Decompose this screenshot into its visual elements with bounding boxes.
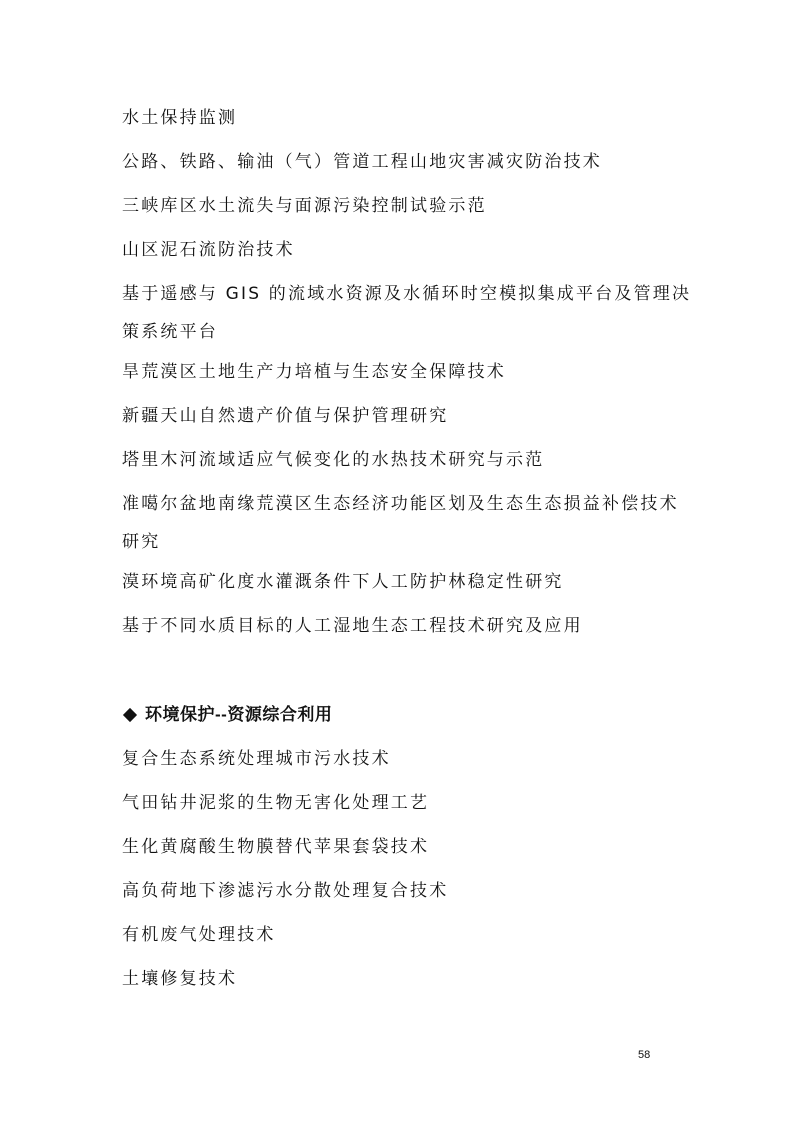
list-item: 旱荒漠区土地生产力培植与生态安全保障技术 <box>122 362 506 382</box>
section-heading <box>122 704 332 726</box>
list-item: 公路、铁路、输油（气）管道工程山地灾害减灾防治技术 <box>122 152 602 172</box>
list-item: 复合生态系统处理城市污水技术 <box>122 749 391 769</box>
diamond-bullet-icon <box>123 708 137 722</box>
list-item: 土壤修复技术 <box>122 969 238 989</box>
list-item: 新疆天山自然遗产价值与保护管理研究 <box>122 406 449 426</box>
list-item: 漠环境高矿化度水灌溉条件下人工防护林稳定性研究 <box>122 572 564 592</box>
list-item: 高负荷地下渗滤污水分散处理复合技术 <box>122 881 449 901</box>
list-item: 生化黄腐酸生物膜替代苹果套袋技术 <box>122 837 430 857</box>
list-item: 气田钻井泥浆的生物无害化处理工艺 <box>122 793 430 813</box>
list-item: 基于不同水质目标的人工湿地生态工程技术研究及应用 <box>122 616 583 636</box>
list-item: 三峡库区水土流失与面源污染控制试验示范 <box>122 196 487 216</box>
list-item: 水土保持监测 <box>122 108 238 128</box>
page-number: 58 <box>638 1049 651 1061</box>
list-item: 有机废气处理技术 <box>122 925 276 945</box>
list-item: 基于遥感与 GIS 的流域水资源及水循环时空模拟集成平台及管理决策系统平台 <box>122 284 692 342</box>
section-heading-label: 环境保护--资源综合利用 <box>145 705 333 724</box>
list-item: 塔里木河流域适应气候变化的水热技术研究与示范 <box>122 450 545 470</box>
list-item: 山区泥石流防治技术 <box>122 240 295 260</box>
list-item: 准噶尔盆地南缘荒漠区生态经济功能区划及生态生态损益补偿技术研究 <box>122 494 679 552</box>
